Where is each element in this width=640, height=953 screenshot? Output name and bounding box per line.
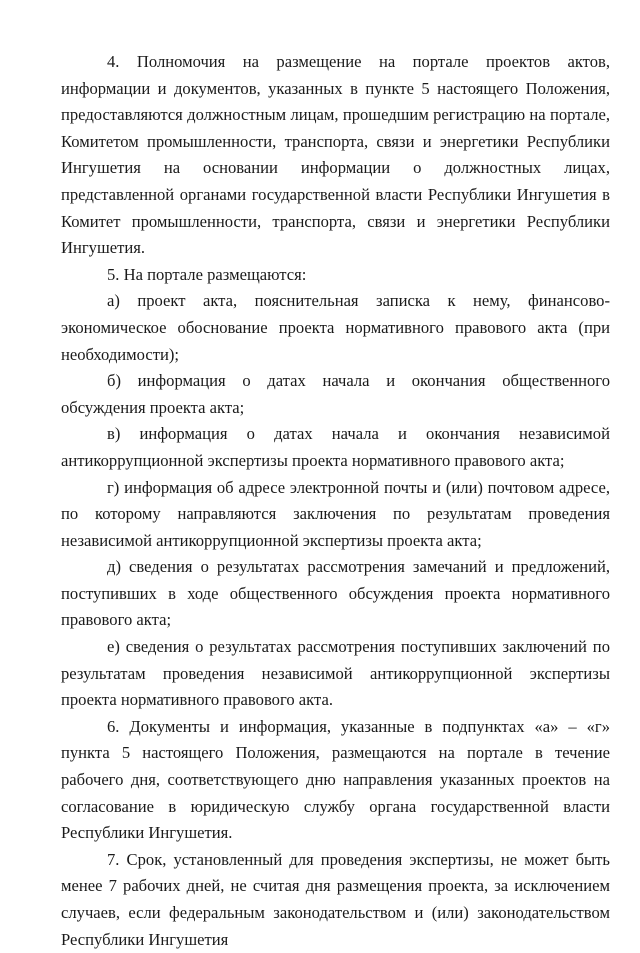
paragraph-6: 6. Документы и информация, указанные в подпунктах «а» – «г» пункта 5 настоящего Положения, размещаются на портале в течение рабочего дня, соответствующего дню направления указанных проектов на согласование в юридическую службу органа государственной власти Республики Ингушетия. — [61, 716, 610, 843]
paragraph-5: 5. На портале размещаются: — [107, 264, 307, 284]
paragraph-5d: д) сведения о результатах рассмотрения замечаний и предложений, поступивших в ходе общественного обсуждения проекта нормативного правового акта; — [61, 557, 610, 630]
paragraph-4: 4. Полномочия на размещение на портале проектов актов, информации и документов, указанных в пункте 5 настоящего Положения, предоставляются должностным лицам, прошедшим регистрацию на портале, Комитетом промышленности, транспорта, связи и энергетики Республики Ингушетия на основании информации о должностных лицах, представленной органами государственной власти Республики Ингушетия в Комитет промышленности, транспорта, связи и энергетики Республики Ингушетия. — [61, 52, 610, 258]
paragraph-5e: е) сведения о результатах рассмотрения поступивших заключений по результатам проведения независимой антикоррупционной экспертизы проекта нормативного правового акта. — [61, 637, 610, 710]
paragraph-5a: а) проект акта, пояснительная записка к нему, финансово-экономическое обоснование проекта нормативного правового акта (при необходимости); — [61, 291, 610, 364]
paragraph-7: 7. Срок, установленный для проведения экспертизы, не может быть менее 7 рабочих дней, не считая дня размещения проекта, за исключением случаев, если федеральным законодательством и (или) законодательством Республики Ингушетия — [61, 849, 610, 949]
paragraph-5v: в) информация о датах начала и окончания независимой антикоррупционной экспертизы проекта нормативного правового акта; — [61, 424, 610, 470]
paragraph-5b: б) информация о датах начала и окончания общественного обсуждения проекта акта; — [61, 371, 610, 417]
paragraph-5g: г) информация об адресе электронной почты и (или) почтовом адресе, по которому направляются заключения по результатам проведения независимой антикоррупционной экспертизы проекта акта; — [61, 477, 610, 550]
